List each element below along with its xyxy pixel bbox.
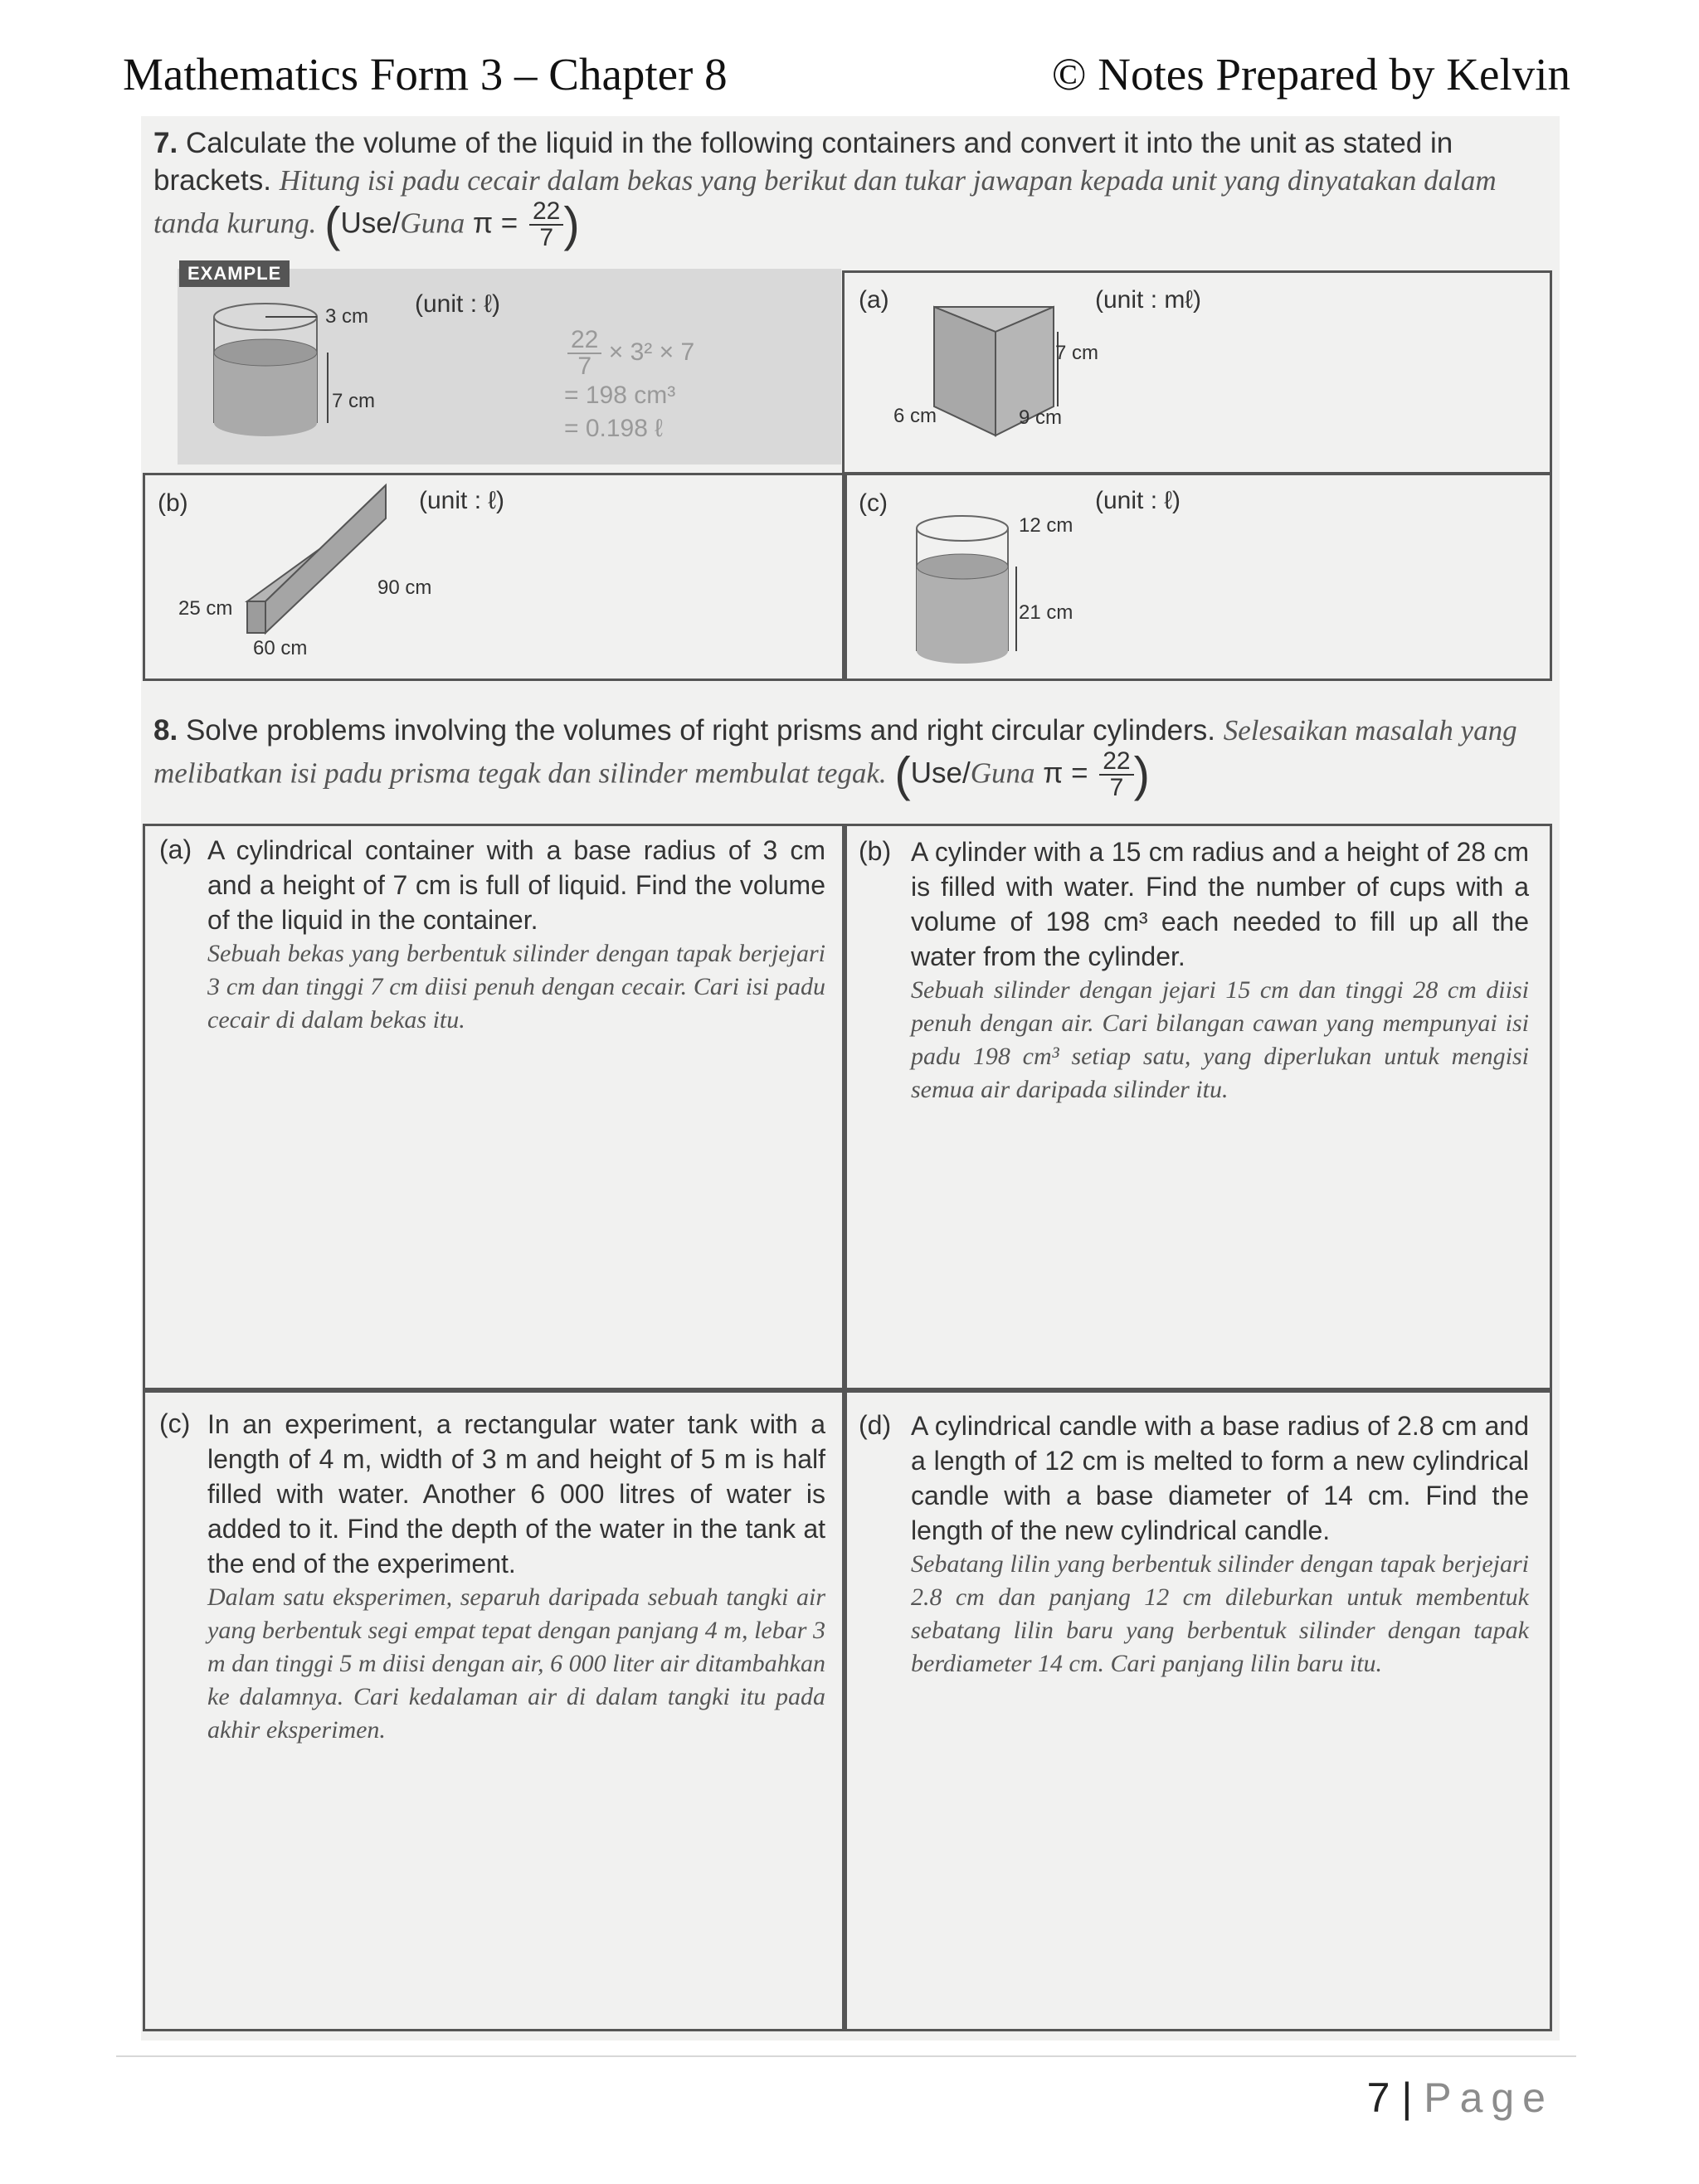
q8-instruction: 8. Solve problems involving the volumes of right prisms and right circular cylinders. Selesaikan masalah yang melibatkan isi padu prisma tegak dan silinder membulat tegak. (Use/Guna π = $\frac{22}{7}$ ) (153, 714, 1517, 802)
q8-b-text (911, 834, 1529, 1107)
q8-b-en: A cylinder with a 15 cm radius and a height of 28 cm is filled with water. Find the number of cups with a volume of 198 cm³ each needed to fill up all the water from the cylinder. (911, 837, 1529, 971)
q7-b-height: 25 cm (178, 597, 233, 620)
q7-b-length: 90 cm (377, 576, 432, 599)
page-number-value: 7 (1366, 2075, 1390, 2121)
q8-use-prefix: Use/ (910, 756, 971, 790)
q7-text-en: Calculate the volume of the liquid in the following containers and convert it into the unit as stated in brackets. (153, 127, 1453, 197)
q7-c-label: (c) (859, 489, 888, 517)
q7-instruction: 7. Calculate the volume of the liquid in the following containers and convert it into the unit as stated in brackets. Hitung isi padu cecair dalam bekas yang berikut dan tukar jawapan kepada unit yang dinyatakan dalam tanda kurung. (Use/Guna π = $\frac{22}{7}$ ) (153, 127, 1497, 252)
q7-c-unit: (unit : ℓ) (1095, 487, 1181, 514)
q8-c-ms: Dalam satu eksperimen, separuh daripada sebuah tangki air yang berbentuk segi empat tepat dengan panjang 4 m, lebar 3 m dan tinggi 5 m diisi dengan air, 6 000 liter air ditambahkan ke dalamnya. Cari kedalaman air di dalam tangki itu pada akhir eksperimen. (207, 1583, 825, 1744)
q8-text-en: Solve problems involving the volumes of right prisms and right circular cylinders. (185, 714, 1216, 747)
example-calculation: $\frac{22}{7}$ × 3² × 7 = 198 cm³ = 0.198 ℓ (564, 326, 695, 442)
footer-divider (116, 2055, 1576, 2057)
q8-c-text (207, 1407, 825, 1747)
example-radius-label: 3 cm (325, 305, 369, 328)
q7-c-diameter: 12 cm (1019, 514, 1073, 537)
q7-a-base: 6 cm (893, 405, 937, 427)
page-word: Page (1424, 2075, 1554, 2121)
q7-a-label: (a) (859, 286, 889, 314)
q8-b-label: (b) (859, 836, 892, 866)
q8-d-ms: Sebatang lilin yang berbentuk silinder dengan tapak berjejari 2.8 cm dan panjang 12 cm dileburkan untuk membentuk sebatang lilin baru yang berbentuk silinder dengan tapak berdiameter 14 cm. Cari panjang lilin baru itu. (911, 1550, 1529, 1677)
q8-text-ms: Selesaikan masalah yang melibatkan isi padu prisma tegak dan silinder membulat tegak. (153, 714, 1517, 790)
q7-pi-eq: π = (472, 207, 518, 240)
q7-a-unit: (unit : mℓ) (1095, 286, 1202, 314)
q8-number: 8. (153, 714, 178, 747)
q7-text-ms: Hitung isi padu cecair dalam bekas yang berikut dan tukar jawapan kepada unit yang dinyatakan dalam tanda kurung. (153, 164, 1497, 240)
q8-pi-eq: π = (1043, 756, 1088, 790)
q7-b-width: 60 cm (253, 637, 308, 659)
q7-a-side: 9 cm (1019, 406, 1063, 429)
cylinder-container-diagram (908, 510, 1033, 676)
example-height-label: 7 cm (332, 390, 376, 412)
q7-use-prefix: Use/ (340, 207, 401, 240)
wedge-prism-diagram (241, 469, 406, 643)
q7-b-label: (b) (158, 489, 188, 517)
example-calc-line3: = 0.198 ℓ (564, 415, 663, 442)
q8-c-label: (c) (159, 1408, 191, 1438)
q8-b-ms: Sebuah silinder dengan jejari 15 cm dan tinggi 28 cm diisi penuh dengan air. Cari bilangan cawan yang mempunyai isi padu 198 cm³ setiap satu, yang diperlukan untuk mengisi semua air daripada silinder itu. (911, 976, 1529, 1103)
q8-use-ms: Guna (970, 756, 1035, 790)
q8-d-en: A cylindrical candle with a base radius of 2.8 cm and a length of 12 cm is melted to form a new cylindrical candle with a base diameter of 14 cm. Find the length of the new cylindrical candle. (911, 1411, 1529, 1545)
q8-a-ms: Sebuah bekas yang berbentuk silinder dengan tapak berjejari 3 cm dan tinggi 7 cm diisi penuh dengan cecair. Cari isi padu cecair di dalam bekas itu. (207, 940, 825, 1034)
q8-pi-fraction: $\frac{22}{7}$ (1099, 749, 1133, 800)
q8-c-en: In an experiment, a rectangular water tank with a length of 4 m, width of 3 m and height of 5 m is half filled with water. Another 6 000 litres of water is added to it. Find the depth of the water in the tank at the end of the experiment. (207, 1409, 825, 1578)
page-number-separator: | (1401, 2075, 1413, 2121)
q7-c-height: 21 cm (1019, 601, 1073, 624)
q8-d-label: (d) (859, 1410, 892, 1440)
example-badge: EXAMPLE (179, 260, 290, 287)
example-unit: (unit : ℓ) (415, 290, 501, 318)
example-cylinder-diagram (207, 299, 340, 448)
q7-b-unit: (unit : ℓ) (419, 487, 505, 514)
example-calc-line2: = 198 cm³ (564, 382, 676, 409)
q8-a-text (207, 833, 825, 1037)
header-author: © Notes Prepared by Kelvin (1051, 49, 1570, 100)
q7-use-ms: Guna (400, 207, 465, 240)
q7-a-height: 7 cm (1055, 342, 1099, 364)
page-number (1367, 2074, 1554, 2122)
q8-a-en: A cylindrical container with a base radius of 3 cm and a height of 7 cm is full of liquid. Find the volume of the liquid in the container. (207, 835, 825, 935)
q8-a-label: (a) (159, 834, 192, 864)
q7-pi-fraction: $\frac{22}{7}$ (529, 199, 563, 251)
q7-number: 7. (153, 127, 178, 159)
header-title: Mathematics Form 3 – Chapter 8 (123, 49, 728, 100)
q8-d-text (911, 1408, 1529, 1681)
